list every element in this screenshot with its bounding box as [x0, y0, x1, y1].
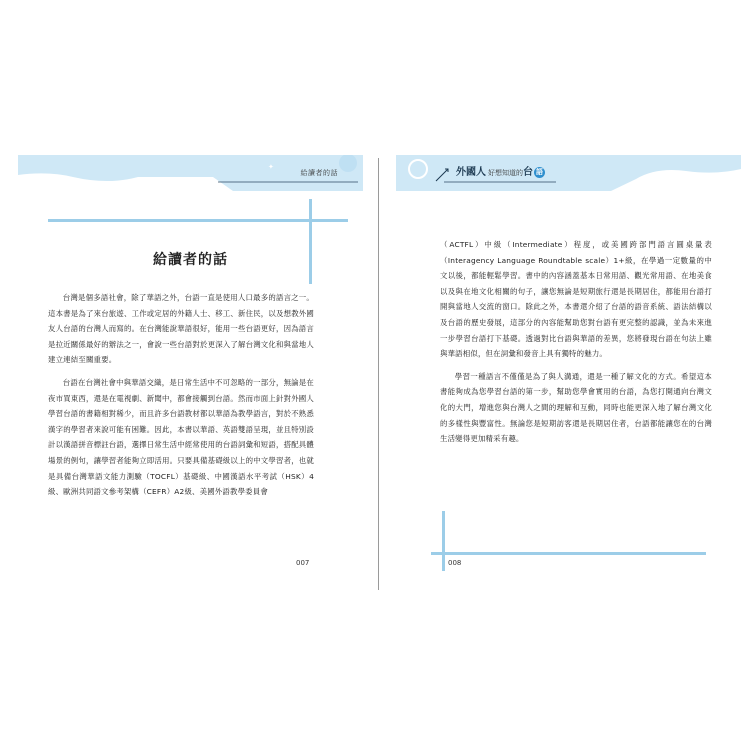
page-title: 給讀者的話: [153, 252, 228, 268]
body-text: [440, 237, 712, 454]
paragraph: 學習一種語言不僅僅是為了與人溝通，還是一種了解文化的方式。希望這本書能夠成為您學習台語的第一步，幫助您學會實用的台語，為您打開通向台灣文化的大門，增進您與台灣人之間的理解和互動，同時也能更深入地了解台灣文化的多樣性與豐富性。無論您是短期訪客還是長期居住者，台語都能讓您在的台灣生活變得更加精采有趣。: [440, 371, 712, 444]
running-head-title: 外國人: [456, 167, 486, 178]
left-page: [18, 155, 363, 590]
paragraph: 台灣是個多語社會，除了華語之外，台語一直是使用人口最多的語言之一。這本書是為了來台旅遊、工作或定居的外籍人士、移工、新住民，以及想教外國友人台語的台灣人而寫的。在台灣能說華語很好，能用一些台語更好，因為語言是拉近關係最好的辦法之一，會說一些台語對於更深入了解台灣文化和與當地人建立連結至關重要。: [48, 293, 314, 365]
decor-horizontal-line: [431, 552, 706, 555]
language-badge: 語: [536, 167, 543, 176]
paragraph: （ACTFL）中級（Intermediate）程度，或美國跨部門語言圓桌量表（Interagency Language Roundtable scale）1+級，在學過一定數量的中文以後，都能輕鬆學習。書中的內容涵蓋基本日常用語、觀光常用語、在地美食以及與在地文化相關的句子，讓您無論是短期旅行還是長期居住，都能用台語打開與當地人交流的窗口。除此之外，本書還介紹了台語的語音系統、語法結構以及台語的歷史發展，這部分的內容能幫助您對台語有更完整的認識，並為未來進一步學習台語打下基礎。透過對比台語與華語的差異，您將發現台語在句法上雖與華語相似，但在詞彙和發音上具有獨特的魅力。: [440, 240, 712, 359]
paragraph: 台語在台灣社會中與華語交織，是日常生活中不可忽略的一部分，無論是在夜市買東西，還是在電視劇、新聞中，都會接觸到台語。然而市面上針對外國人學習台語的書籍相對稀少，而且許多台語教材都以華語為教學語言，對於不熟悉漢字的學習者來說可能有困難。因此，本書以華語、英語雙語呈現，並且特別設計以漢語拼音標註台語，選擇日常生活中經常使用的台語詞彙和短語，搭配具體場景的例句，讓學習者能夠立即活用。只要具備基礎級以上的中文學習者，也就是具備台灣華語文能力測驗（TOCFL）基礎級、中國漢語水平考試（HSK）4級、歐洲共同語文參考架構（CEFR）A2級、美國外語教學委員會: [48, 377, 314, 497]
book-spine: [378, 158, 379, 590]
running-head-subtitle: 好想知道的: [488, 169, 523, 177]
decor-vertical-line: [309, 199, 312, 284]
running-head: [456, 163, 545, 178]
running-head-tail: 台: [523, 167, 533, 178]
running-head: 給讀者的話: [300, 169, 338, 177]
right-page: [396, 155, 741, 590]
svg-text:✦: ✦: [268, 163, 274, 171]
page-number: 007: [296, 559, 310, 567]
body-text: [48, 290, 314, 507]
decor-vertical-line: [442, 511, 445, 571]
page-number: 008: [448, 559, 462, 567]
right-page-banner: [396, 155, 741, 191]
decor-horizontal-line: [48, 219, 348, 222]
